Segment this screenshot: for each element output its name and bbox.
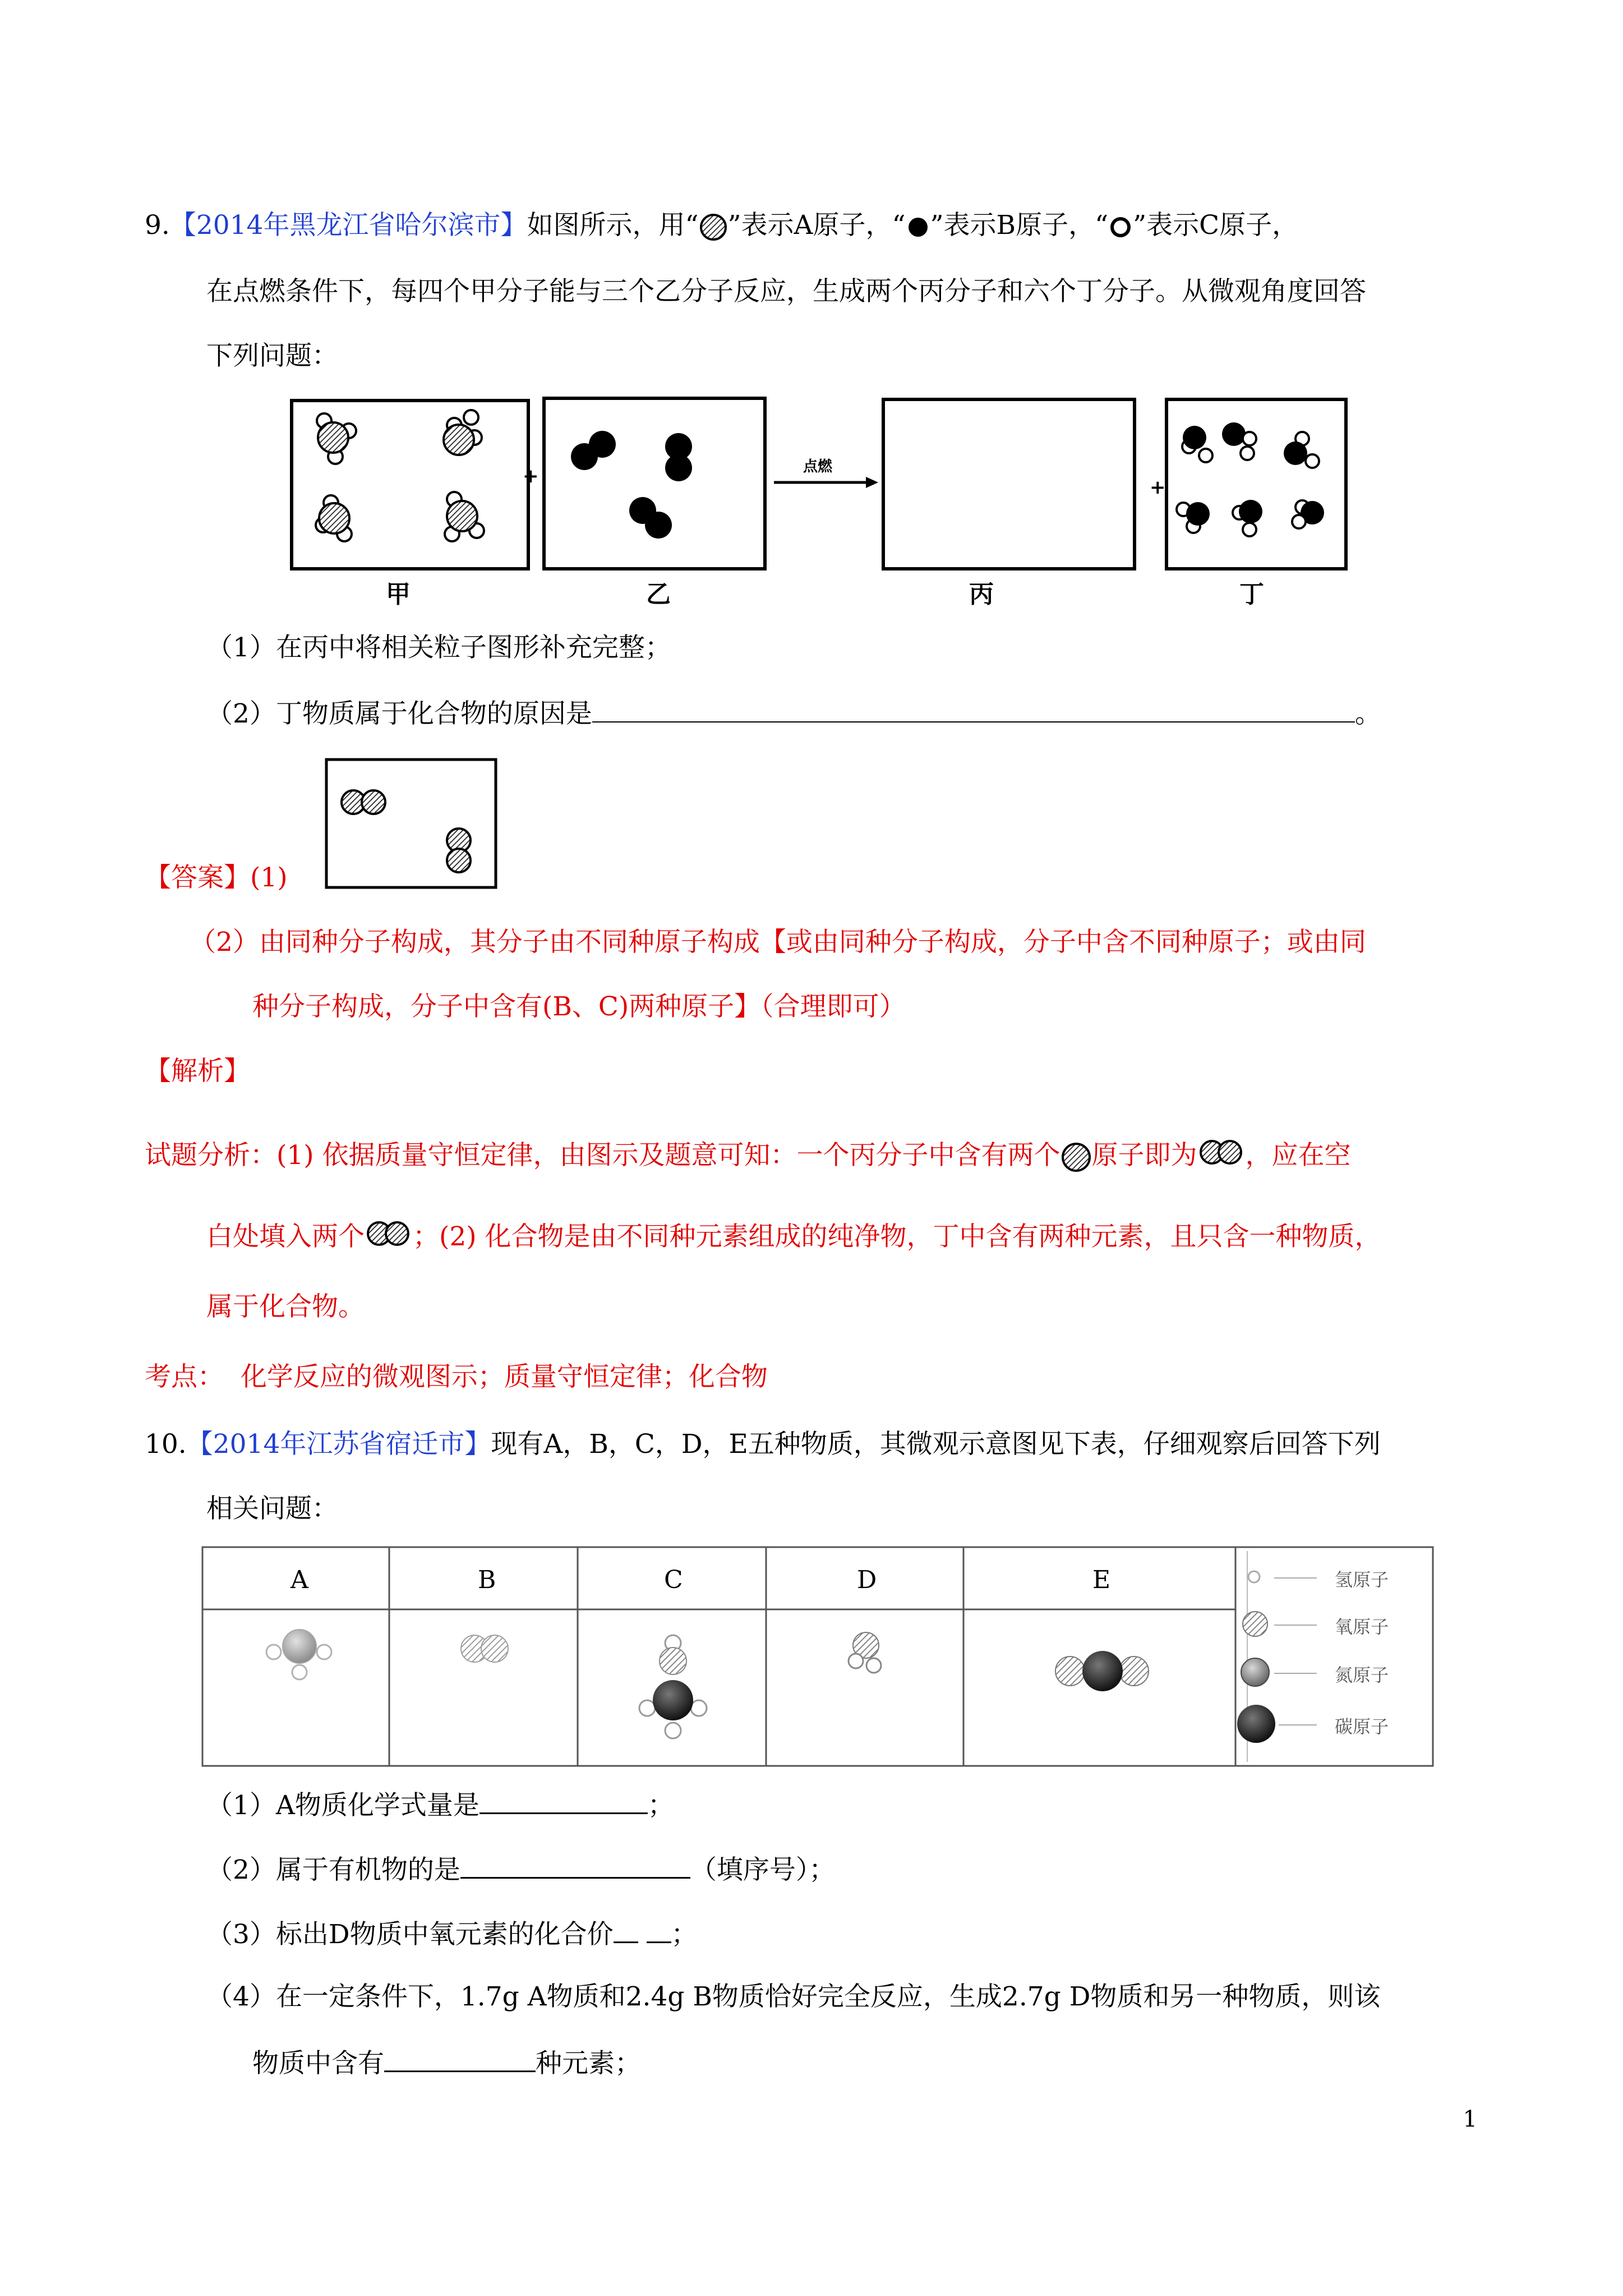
legend-carbon-icon (1237, 1705, 1275, 1743)
q10-sub4-blank[interactable] (384, 2045, 536, 2072)
q9-answer-2-line2: 种分子构成，分子中含有(B、C)两种原子】（合理即可） (252, 991, 906, 1022)
q10-stem-line2: 相关问题： (206, 1493, 338, 1524)
q9-sub2: （2）丁物质属于化合物的原因是 。 (206, 696, 1381, 731)
box-yi (544, 398, 765, 569)
plus-sign-1: + (523, 465, 539, 487)
q9-sub1: （1）在丙中将相关粒子图形补充完整； (206, 632, 671, 663)
answer-box-diagram (324, 757, 499, 892)
q10-sub4-line1: （4）在一定条件下，1.7g A物质和2.4g B物质恰好完全反应，生成2.7g D物质和另一种物质，则该 (206, 1981, 1381, 2012)
q9-analysis-line3: 属于化合物。 (206, 1291, 365, 1322)
q9-analysis-line2: 白处填入两个 ；(2) 化合物是由不同种元素组成的纯净物，丁中含有两种元素，且只含一种物质， (206, 1220, 1381, 1254)
q9-analysis-line1: 试题分析：(1) 依据质量守恒定律，由图示及题意可知：一个丙分子中含有两个 原子即为 ，应在空 (145, 1139, 1351, 1173)
legend-hydrogen-icon (1248, 1571, 1260, 1582)
box-ding (1166, 399, 1346, 569)
table-header-B: B (478, 1566, 496, 1594)
white-atom-icon (1108, 215, 1133, 240)
q9-analysis-tag: 【解析】 (145, 1056, 250, 1087)
diatomic-hatched-icon (365, 1220, 413, 1254)
black-atom-icon (906, 215, 930, 240)
plus-sign-2: + (1150, 476, 1166, 499)
q9-kaodian: 考点： 化学反应的微观图示；质量守恒定律；化合物 (145, 1361, 768, 1392)
table-header-A: A (291, 1566, 308, 1594)
q10-sub3: （3）标出D物质中氧元素的化合价 ； (206, 1916, 698, 1952)
table-header-E: E (1092, 1566, 1111, 1594)
q9-source: 【2014年黑龙江省哈尔滨市】 (169, 210, 527, 241)
hatched-atom-icon (1061, 1142, 1092, 1173)
q10-sub1: （1）A物质化学式量是 ； (206, 1787, 674, 1823)
label-ding: 丁 (1239, 580, 1264, 609)
q10-source: 【2014年江苏省宿迁市】 (186, 1429, 491, 1460)
hatched-atom-icon (699, 213, 728, 242)
diatomic-hatched-icon (1197, 1139, 1246, 1172)
label-jia: 甲 (386, 580, 411, 609)
q10-table (201, 1545, 1440, 1770)
q9-stem-line3: 下列问题： (206, 341, 338, 371)
legend-carbon-label: 碳原子 (1335, 1716, 1389, 1737)
q10-sub2-blank[interactable] (460, 1851, 690, 1879)
q10-sub2: （2）属于有机物的是 （填序号）； (206, 1851, 835, 1887)
q9-stem-line2: 在点燃条件下，每四个甲分子能与三个乙分子反应，生成两个丙分子和六个丁分子。从微观角度回答 (206, 276, 1366, 307)
legend-nitrogen-icon (1241, 1658, 1269, 1686)
page-number: 1 (1463, 2106, 1477, 2132)
q9-answer-blank[interactable] (592, 696, 1355, 723)
table-header-D: D (857, 1566, 877, 1594)
label-yi: 乙 (646, 580, 671, 609)
arrow-head-icon (866, 477, 878, 488)
q10-sub3-blank-b[interactable] (647, 1916, 671, 1943)
q9-reaction-diagram (286, 393, 1352, 617)
legend-oxygen-icon (1243, 1612, 1267, 1636)
molecule-B (461, 1635, 508, 1662)
q10-sub1-blank[interactable] (479, 1787, 648, 1814)
q9-answer-2-line1: （2）由同种分子构成，其分子由不同种原子构成【或由同种分子构成，分子中含不同种原子；或由同 (190, 927, 1366, 958)
box-bing (883, 399, 1135, 569)
molecule-E (1055, 1651, 1149, 1691)
q10-sub4-line2: 物质中含有 种元素； (252, 2045, 641, 2081)
q10-sub3-blank-a[interactable] (614, 1916, 638, 1943)
condition-label: 点燃 (803, 458, 833, 475)
legend-oxygen-label: 氧原子 (1335, 1616, 1389, 1637)
table-header-C: C (664, 1566, 683, 1594)
legend-hydrogen-label: 氢原子 (1335, 1569, 1389, 1590)
q9-stem-line1: 9.【2014年黑龙江省哈尔滨市】如图所示，用“ ”表示A原子，“ ”表示B原子，“ ”表示C原子， (145, 210, 1299, 241)
q9-answer-1: 【答案】(1) (145, 862, 288, 893)
q10-stem-line1: 10.【2014年江苏省宿迁市】现有A，B，C，D，E五种物质，其微观示意图见下表，仔细观察后回答下列 (145, 1429, 1381, 1460)
label-bing: 丙 (969, 580, 994, 609)
legend-nitrogen-label: 氮原子 (1335, 1664, 1389, 1686)
